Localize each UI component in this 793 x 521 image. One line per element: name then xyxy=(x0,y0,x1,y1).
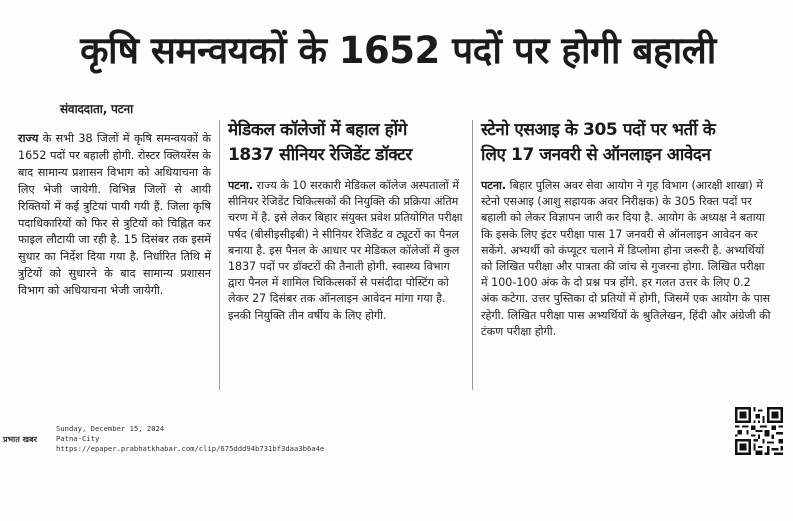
story-medical-body xyxy=(228,178,465,324)
story-steno-body xyxy=(481,178,771,340)
qr-code-icon[interactable] xyxy=(735,407,783,455)
clip-metadata xyxy=(56,424,324,453)
story-body: बिहार पुलिस अवर सेवा आयोग ने गृह विभाग (आरक्षी शाखा) में स्टेनो एसआइ (आशु सहायक अवर निरीक्षक) के 305 रिक्त पदों पर बहाली को लेकर विज्ञापन जारी कर दिया है. आयोग के अध्यक्ष ने बताया कि इसके लिए इंटर परीक्षा पास 17 जनवरी से ऑनलाइन आवेदन कर सकेंगे. अभ्यर्थी को कंप्यूटर चलाने में डिप्लोमा होना जरूरी है. अभ्यर्थियों को लिखित परीक्षा और पात्रता की जांच से गुजरना होगा. लिखित परीक्षा में 100-100 अंक के दो प्रश्न पत्र होंगे. हर गलत उत्तर के लिए 0.2 अंक कटेगा. उत्तर पुस्तिका दो प्रतियों में होगी, जिसमें एक आयोग के पास रहेगी. लिखित परीक्षा पास अभ्यर्थियों के श्रुतिलेखन, हिंदी और अंग्रेजी की टंकण परीक्षा होगी. xyxy=(481,179,771,338)
headline-line: लिए 17 जनवरी से ऑनलाइन आवेदन xyxy=(481,145,711,165)
column-rule xyxy=(219,120,220,390)
story-body: राज्य के 10 सरकारी मेडिकल कॉलेज अस्पतालों में सीनियर रेजिडेंट चिकित्सकों की नियुक्ति की प्रक्रिया अंतिम चरण में है. इसे लेकर बिहार संयुक्त प्रवेश प्रतियोगित परीक्षा पर्षद (बीसीइसीइबी) ने सीनियर रेजिडेंट व ट्यूटरों का पैनल बनाया है. इस पैनल के आधार पर मेडिकल कॉलेजों में कुल 1837 पदों पर डॉक्टरों की तैनाती होगी. स्वास्थ्य विभाग द्वारा पैनल में शामिल चिकित्सकों से पसंदीदा पोस्टिंग को लेकर 27 दिसंबर तक ऑनलाइन आवेदन मांगा गया है. इनकी नियुक्ति तीन वर्षीय के लिए होगी. xyxy=(228,179,463,322)
byline: संवाददाता, पटना xyxy=(60,102,134,116)
main-headline: कृषि समन्वयकों के 1652 पदों पर होगी बहाली xyxy=(80,29,716,72)
headline-line: 1837 सीनियर रेजिडेंट डॉक्टर xyxy=(228,145,412,165)
dateline: पटना. xyxy=(481,179,507,192)
dateline: पटना. xyxy=(228,179,254,192)
headline-line: मेडिकल कॉलेजों में बहाल होंगे xyxy=(228,120,407,140)
clip-url[interactable]: https://epaper.prabhatkhabar.com/clip/675ddd94b731bf3daa3b6a4e xyxy=(56,443,325,453)
story-steno-headline xyxy=(481,118,781,168)
publisher-logo: प्रभात खबर xyxy=(3,435,37,444)
clip-edition: Patna-City xyxy=(56,433,100,443)
story-body: के सभी 38 जिलों में कृषि समन्वयकों के 1652 पदों पर बहाली होगी. रोस्टर क्लियरेंस के बाद सामान्य प्रशासन विभाग को अधियाचना के लिए भेजी जायेगी. विभिन्न जिलों से आयी रिक्तियों में कई त्रुटियां पायी गयी हैं. जिला कृषि पदाधिकारियों को फिर से त्रुटियों को चिह्नित कर फाइल लौटायी जा रही है. 15 दिसंबर तक इसमें सुधार का निर्देश दिया गया है. निर्धारित तिथि में त्रुटियों को सुधारने के बाद सामान्य प्रशासन विभाग को अधियाचना भेजी जायेगी. xyxy=(18,132,211,298)
clip-date: Sunday, December 15, 2024 xyxy=(56,424,165,433)
story-medical-headline xyxy=(228,118,468,168)
column-rule xyxy=(472,120,473,390)
story-agriculture xyxy=(18,131,211,300)
headline-line: स्टेनो एसआइ के 305 पदों पर भर्ती के xyxy=(481,120,716,140)
story-lead: राज्य xyxy=(18,132,39,145)
